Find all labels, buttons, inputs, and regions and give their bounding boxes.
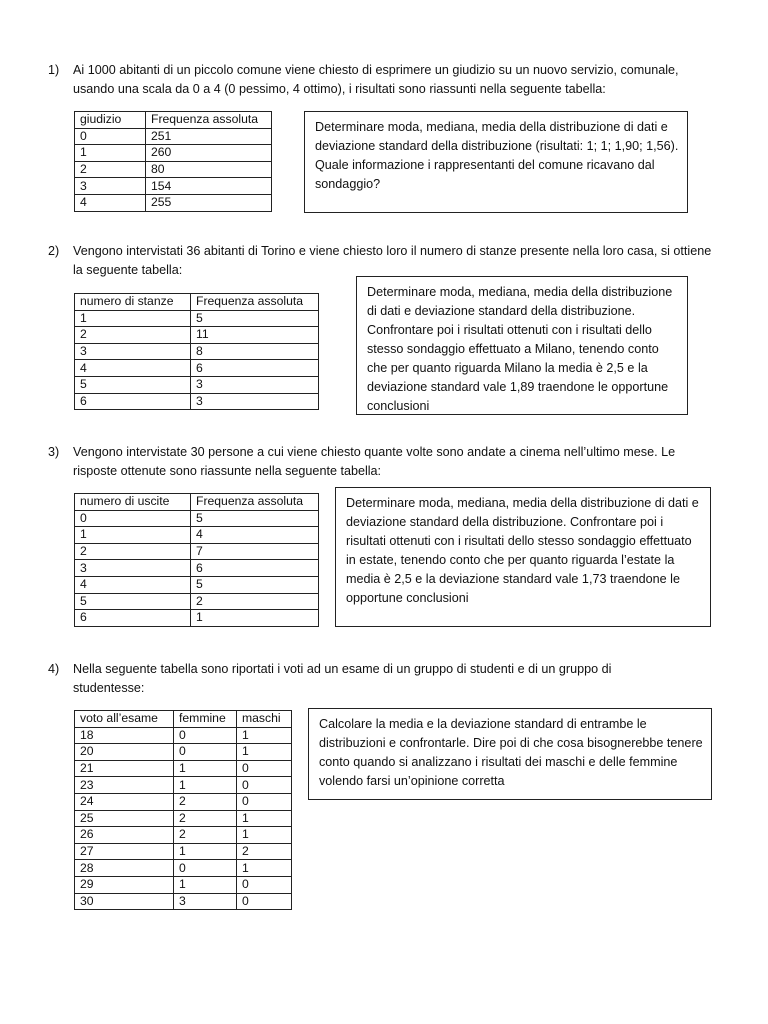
table-row (75, 827, 292, 844)
table-cell: 1 (237, 744, 292, 761)
table-cell: 24 (75, 793, 174, 810)
table-cell: 0 (174, 744, 237, 761)
table-header-row (75, 711, 292, 728)
table-row (75, 744, 292, 761)
table-cell: 1 (174, 777, 237, 794)
table-header-cell: maschi (237, 711, 292, 728)
table-row (75, 510, 319, 527)
table-row (75, 610, 319, 627)
question-4-text (48, 660, 673, 697)
question-1-box: Determinare moda, mediana, media della distribuzione di dati e deviazione standard della distribuzione (risultati: 1; 1; 1,90; 1,56). Quale informazione i rappresentanti del comune ricavano dal sondaggio? (304, 111, 688, 213)
table-header-row (75, 294, 319, 311)
table-cell: 0 (237, 760, 292, 777)
table-cell: 29 (75, 876, 174, 893)
table-cell: 23 (75, 777, 174, 794)
table-cell: 1 (237, 727, 292, 744)
table-cell: 3 (75, 560, 191, 577)
table-row (75, 777, 292, 794)
table-cell: 6 (75, 610, 191, 627)
table-row (75, 893, 292, 910)
table-cell: 4 (75, 360, 191, 377)
question-2-table (74, 293, 319, 410)
question-4-table (74, 710, 292, 910)
table-row (75, 376, 319, 393)
table-row (75, 560, 319, 577)
table-row (75, 343, 319, 360)
table-row (75, 576, 319, 593)
table-cell: 3 (174, 893, 237, 910)
table-cell: 7 (191, 543, 319, 560)
question-2-body: Vengono intervistati 36 abitanti di Torino e viene chiesto loro il numero di stanze presente nella loro casa, si ottiene la seguente tabella: (73, 244, 712, 277)
table-row (75, 843, 292, 860)
table-cell: 2 (174, 810, 237, 827)
table-header-row (75, 112, 272, 129)
table-cell: 260 (146, 145, 272, 162)
table-cell: 0 (75, 128, 146, 145)
question-3-body: Vengono intervistate 30 persone a cui viene chiesto quante volte sono andate a cinema nell’ultimo mese. Le risposte ottenute sono riassunte nella seguente tabella: (73, 445, 676, 478)
table-header-cell: Frequenza assoluta (191, 494, 319, 511)
table-cell: 5 (75, 376, 191, 393)
table-row (75, 310, 319, 327)
table-header-cell: numero di stanze (75, 294, 191, 311)
table-row (75, 178, 272, 195)
table-cell: 5 (191, 310, 319, 327)
table-cell: 3 (191, 393, 319, 410)
table-row (75, 128, 272, 145)
table-cell: 1 (75, 310, 191, 327)
table-cell: 154 (146, 178, 272, 195)
table-cell: 1 (75, 145, 146, 162)
table-row (75, 793, 292, 810)
question-2-text (48, 242, 723, 279)
question-3-number: 3) (48, 445, 60, 459)
table-row (75, 393, 319, 410)
table-row (75, 360, 319, 377)
table-cell: 5 (75, 593, 191, 610)
table-row (75, 760, 292, 777)
table-cell: 18 (75, 727, 174, 744)
table-header-cell: Frequenza assoluta (191, 294, 319, 311)
table-cell: 1 (75, 527, 191, 544)
question-3-table (74, 493, 319, 627)
table-row (75, 810, 292, 827)
table-cell: 1 (237, 810, 292, 827)
table-cell: 1 (174, 876, 237, 893)
table-row (75, 593, 319, 610)
table-cell: 0 (237, 893, 292, 910)
table-cell: 255 (146, 194, 272, 211)
question-1-body: Ai 1000 abitanti di un piccolo comune viene chiesto di esprimere un giudizio su un nuovo servizio, comunale, usando una scala da 0 a 4 (0 pessimo, 4 ottimo), i risultati sono riassunti nella seguente tabella: (73, 63, 679, 96)
table-cell: 11 (191, 327, 319, 344)
table-cell: 1 (191, 610, 319, 627)
question-1-text (48, 61, 713, 98)
table-row (75, 527, 319, 544)
table-cell: 0 (174, 727, 237, 744)
table-cell: 26 (75, 827, 174, 844)
table-cell: 0 (174, 860, 237, 877)
table-cell: 5 (191, 510, 319, 527)
table-cell: 251 (146, 128, 272, 145)
table-cell: 6 (191, 360, 319, 377)
question-4-body: Nella seguente tabella sono riportati i voti ad un esame di un gruppo di studenti e di un gruppo di studentesse: (73, 662, 612, 695)
table-cell: 1 (174, 843, 237, 860)
table-row (75, 727, 292, 744)
table-cell: 2 (174, 793, 237, 810)
table-cell: 3 (191, 376, 319, 393)
table-cell: 0 (237, 793, 292, 810)
table-cell: 2 (75, 543, 191, 560)
question-4-number: 4) (48, 662, 60, 676)
table-cell: 27 (75, 843, 174, 860)
table-row (75, 860, 292, 877)
table-row (75, 327, 319, 344)
table-cell: 2 (174, 827, 237, 844)
table-header-cell: voto all’esame (75, 711, 174, 728)
table-cell: 1 (174, 760, 237, 777)
table-cell: 4 (191, 527, 319, 544)
table-cell: 25 (75, 810, 174, 827)
table-cell: 80 (146, 161, 272, 178)
table-cell: 2 (191, 593, 319, 610)
question-2-number: 2) (48, 244, 60, 258)
question-1-table (74, 111, 272, 212)
table-cell: 0 (237, 876, 292, 893)
question-2-box: Determinare moda, mediana, media della distribuzione di dati e deviazione standard della distribuzione. Confrontare poi i risultati ottenuti con i risultati dello stesso sondaggio effettuato a Milano, tenendo conto che per quanto riguarda Milano la media è 2,5 e la deviazione standard vale 1,89 traendone le opportune conclusioni (356, 276, 688, 415)
table-cell: 0 (75, 510, 191, 527)
table-cell: 21 (75, 760, 174, 777)
table-row (75, 543, 319, 560)
question-4-box: Calcolare la media e la deviazione standard di entrambe le distribuzioni e confrontarle. Dire poi di che cosa bisognerebbe tenere conto quando si analizzano i risultati dei maschi e delle femmine volendo farsi un’opinione corretta (308, 708, 712, 800)
table-cell: 0 (237, 777, 292, 794)
table-header-row (75, 494, 319, 511)
table-cell: 2 (237, 843, 292, 860)
table-row (75, 161, 272, 178)
table-cell: 4 (75, 194, 146, 211)
table-cell: 1 (237, 860, 292, 877)
table-cell: 5 (191, 576, 319, 593)
table-cell: 6 (191, 560, 319, 577)
table-cell: 20 (75, 744, 174, 761)
table-cell: 1 (237, 827, 292, 844)
table-cell: 28 (75, 860, 174, 877)
question-1-number: 1) (48, 63, 60, 77)
table-cell: 3 (75, 178, 146, 195)
table-row (75, 145, 272, 162)
question-3-box: Determinare moda, mediana, media della distribuzione di dati e deviazione standard della distribuzione. Confrontare poi i risultati ottenuti con i risultati dello stesso sondaggio effettuato in estate, tenendo conto che per quanto riguarda l’estate la media è 2,5 e la deviazione standard vale 1,73 traendone le opportune conclusioni (335, 487, 711, 627)
table-header-cell: giudizio (75, 112, 146, 129)
table-header-cell: numero di uscite (75, 494, 191, 511)
table-cell: 4 (75, 576, 191, 593)
table-header-cell: Frequenza assoluta (146, 112, 272, 129)
table-header-cell: femmine (174, 711, 237, 728)
table-cell: 3 (75, 343, 191, 360)
table-cell: 2 (75, 161, 146, 178)
table-cell: 30 (75, 893, 174, 910)
question-3-text (48, 443, 693, 480)
table-row (75, 194, 272, 211)
table-cell: 2 (75, 327, 191, 344)
table-cell: 8 (191, 343, 319, 360)
table-cell: 6 (75, 393, 191, 410)
table-row (75, 876, 292, 893)
